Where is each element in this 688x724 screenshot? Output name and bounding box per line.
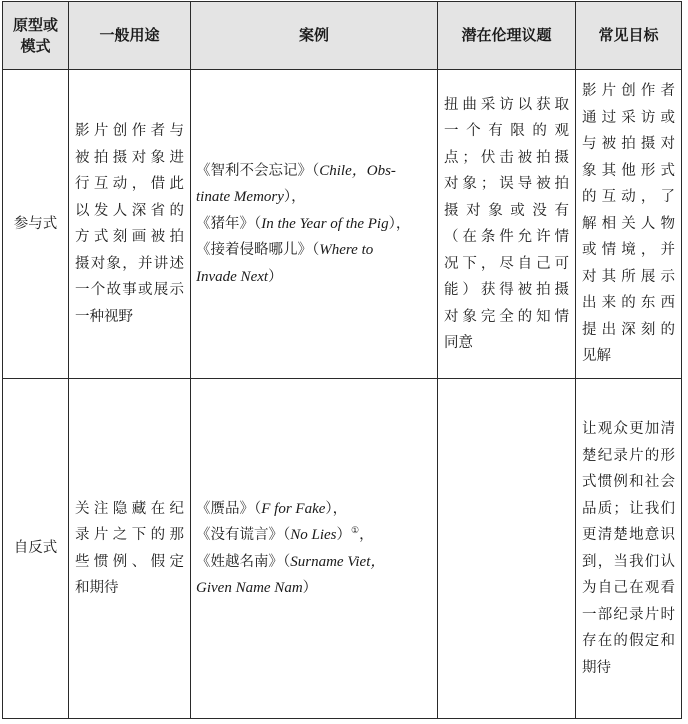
goals-line: 一部纪录片时 (582, 606, 675, 623)
goals-line: 的互动，了 (582, 189, 675, 206)
case-line: 《智利不会忘记》（Chile，Obs- (196, 162, 396, 179)
row-ethics-cell (438, 70, 576, 379)
goals-line: 通过采访或 (582, 109, 675, 126)
goals-line: 对其所展示 (582, 268, 675, 285)
goals-line: 为自己在观看 (582, 580, 675, 596)
case-line: 《没有谎言》（No Lies）①， (196, 526, 374, 543)
goals-line: 更清楚地意识 (582, 527, 675, 543)
use-line: 摄对象，并讲述 (75, 255, 184, 272)
case-line: 《接着侵略哪儿》（Where to (196, 242, 374, 259)
use-line: 些惯例、假定 (75, 553, 184, 570)
goals-line: 解相关人物 (582, 215, 675, 232)
row-ethics-cell-empty (438, 379, 576, 719)
case-line: 《赝品》（F for Fake）， (196, 500, 348, 517)
use-line: 关注隐藏在纪 (75, 500, 184, 517)
header-row (3, 2, 682, 70)
goals-line: 式惯例和社会 (582, 474, 675, 490)
use-line: 被拍摄对象进 (75, 149, 184, 166)
table-row-reflexive (3, 379, 682, 719)
header-cases: 案例 (191, 2, 438, 70)
row-model-cell: 自反式 (3, 379, 69, 719)
case-line: Invade Next） (196, 268, 283, 285)
goals-line: 楚纪录片的形 (582, 447, 675, 464)
ethics-line: 对象完全的知情 (444, 308, 569, 325)
goals-line: 让观众更加清 (582, 421, 675, 437)
ethics-line: 能）获得被拍摄 (444, 282, 569, 298)
goals-line: 出来的东西 (582, 295, 675, 312)
header-model (3, 2, 69, 70)
header-goals: 常见目标 (576, 2, 682, 70)
use-line: 方式刻画被拍 (75, 229, 184, 245)
use-line: 和期待 (75, 580, 119, 596)
row-goals-cell (576, 70, 682, 379)
header-model-line-2: 模式 (20, 36, 51, 55)
ethics-line: 点；伏击被拍摄 (444, 149, 569, 166)
header-model-line-1: 原型或 (12, 15, 58, 34)
goals-line: 影片创作者 (582, 83, 675, 100)
goals-line: 见解 (582, 348, 611, 365)
table-row-participatory (3, 70, 682, 379)
use-line: 一个故事或展示 (75, 282, 184, 298)
use-line: 录片之下的那 (75, 527, 184, 543)
goals-line: 与被拍摄对 (582, 136, 675, 153)
goals-line: 到，当我们认 (582, 553, 675, 570)
row-goals-cell (576, 379, 682, 719)
footnote-marker: ① (351, 526, 360, 537)
case-line: Given Name Nam） (196, 580, 318, 596)
goals-line: 提出深刻的 (582, 321, 675, 338)
ethics-line: 扭曲采访以获取 (444, 96, 569, 113)
ethics-line: 同意 (444, 335, 473, 351)
goals-line: 品质；让我们 (582, 500, 675, 517)
row-use-cell (69, 70, 191, 379)
goals-line: 期待 (582, 659, 611, 676)
ethics-line: 对象；误导被拍 (444, 176, 569, 192)
documentary-modes-table (2, 1, 682, 719)
row-cases-cell (191, 379, 438, 719)
ethics-line: 摄对象或没有 (444, 202, 569, 219)
ethics-line: 况下，尽自己可 (444, 255, 569, 272)
header-use: 一般用途 (69, 2, 191, 70)
use-line: 一种视野 (75, 308, 133, 325)
use-line: 以发人深省的 (75, 202, 184, 219)
case-line: tinate Memory）， (196, 189, 306, 206)
case-line: 《姓越名南》（Surname Viet， (196, 553, 386, 570)
row-model-cell: 参与式 (3, 70, 69, 379)
goals-line: 象其他形式 (582, 162, 675, 179)
case-line: 《猪年》（In the Year of the Pig）， (196, 215, 411, 232)
row-cases-cell (191, 70, 438, 379)
row-use-cell (69, 379, 191, 719)
use-line: 行互动，借此 (75, 176, 184, 192)
goals-line: 或情境，并 (582, 242, 675, 259)
header-ethics: 潜在伦理议题 (438, 2, 576, 70)
goals-line: 存在的假定和 (582, 633, 675, 649)
ethics-line: 一个有限的观 (444, 123, 569, 139)
ethics-line: （在条件允许情 (444, 229, 569, 245)
use-line: 影片创作者与 (75, 123, 184, 139)
